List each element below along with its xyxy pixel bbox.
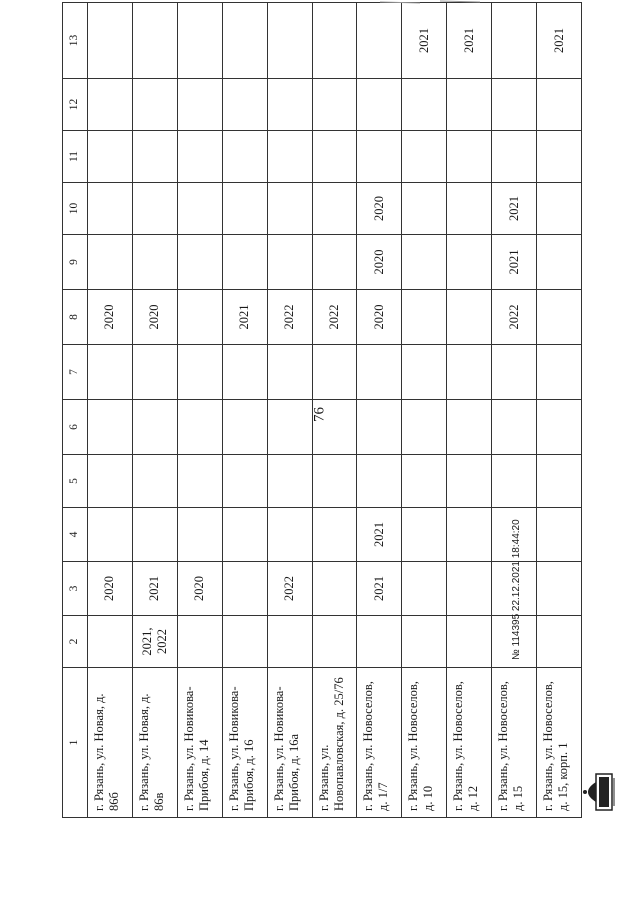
year-cell: [312, 3, 357, 79]
year-cell: [312, 562, 357, 616]
year-cell: [132, 400, 177, 455]
column-header: 1: [63, 668, 88, 818]
year-cell: [492, 400, 537, 455]
year-cell: [222, 616, 267, 668]
table-row: [267, 3, 312, 818]
year-cell: [402, 400, 447, 455]
year-cell: [357, 400, 402, 455]
year-cell: [88, 508, 133, 562]
column-header: 2: [63, 616, 88, 668]
year-cell: 2021: [447, 3, 492, 79]
year-cell: 2021: [357, 562, 402, 616]
year-cell: [447, 183, 492, 235]
table-row: [88, 3, 133, 818]
year-cell: [88, 79, 133, 131]
year-cell: [267, 3, 312, 79]
year-cell: [222, 131, 267, 183]
year-cell: [312, 616, 357, 668]
column-header: 9: [63, 235, 88, 290]
column-header: 13: [63, 3, 88, 79]
column-header: 10: [63, 183, 88, 235]
year-cell: [132, 235, 177, 290]
year-cell: [537, 455, 582, 508]
year-cell: [537, 183, 582, 235]
year-cell: [177, 345, 222, 400]
year-cell: 2021: [537, 3, 582, 79]
year-cell: [447, 290, 492, 345]
year-cell: [132, 183, 177, 235]
year-cell: [357, 616, 402, 668]
year-cell: [132, 508, 177, 562]
table-row: [537, 3, 582, 818]
year-cell: 2021, 2022: [132, 616, 177, 668]
year-cell: 2020: [88, 562, 133, 616]
table-row: [132, 3, 177, 818]
year-cell: [88, 183, 133, 235]
year-cell: [402, 455, 447, 508]
year-cell: [267, 183, 312, 235]
year-cell: [357, 455, 402, 508]
year-cell: [492, 3, 537, 79]
year-cell: [312, 235, 357, 290]
header-row: [63, 3, 88, 818]
year-cell: [267, 508, 312, 562]
year-cell: 2021: [402, 3, 447, 79]
year-cell: [312, 183, 357, 235]
year-cell: [132, 79, 177, 131]
year-cell: [88, 131, 133, 183]
address-cell: г. Рязань, ул. Новоселов, д. 15: [492, 668, 537, 818]
year-cell: [402, 183, 447, 235]
year-cell: 2022: [267, 562, 312, 616]
year-cell: [312, 79, 357, 131]
year-cell: [402, 290, 447, 345]
column-header: 12: [63, 79, 88, 131]
year-cell: 2022: [492, 290, 537, 345]
year-cell: [402, 562, 447, 616]
scan-edge-marks: [0, 0, 640, 10]
year-cell: [447, 345, 492, 400]
column-header: 8: [63, 290, 88, 345]
year-cell: [177, 3, 222, 79]
year-cell: [222, 400, 267, 455]
column-header: 11: [63, 131, 88, 183]
year-cell: [447, 400, 492, 455]
year-cell: [447, 562, 492, 616]
column-header: 6: [63, 400, 88, 455]
year-cell: [88, 235, 133, 290]
year-cell: [492, 345, 537, 400]
year-cell: [537, 290, 582, 345]
year-cell: 2022: [267, 290, 312, 345]
year-cell: [222, 3, 267, 79]
year-cell: [402, 616, 447, 668]
year-cell: [447, 235, 492, 290]
year-cell: 2021: [492, 235, 537, 290]
emblem-stamp-icon: [574, 770, 618, 814]
year-cell: [402, 79, 447, 131]
year-cell: [132, 3, 177, 79]
table-row: [447, 3, 492, 818]
year-cell: [177, 400, 222, 455]
address-cell: г. Рязань, ул. Новопавловская, д. 25/76: [312, 668, 357, 818]
year-cell: [492, 79, 537, 131]
table-row: [312, 3, 357, 818]
year-cell: 2020: [132, 290, 177, 345]
schedule-table-rotated: [62, 28, 582, 818]
address-cell: г. Рязань, ул. Новикова-Прибоя, д. 14: [177, 668, 222, 818]
year-cell: [222, 235, 267, 290]
year-cell: [447, 616, 492, 668]
year-cell: 2020: [357, 183, 402, 235]
rotated-table-container: [62, 28, 582, 818]
year-cell: [267, 455, 312, 508]
year-cell: [222, 562, 267, 616]
year-cell: [312, 508, 357, 562]
address-cell: г. Рязань, ул. Новикова-Прибоя, д. 16а: [267, 668, 312, 818]
year-cell: [312, 455, 357, 508]
year-cell: [357, 131, 402, 183]
column-header: 5: [63, 455, 88, 508]
year-cell: [402, 508, 447, 562]
year-cell: [267, 235, 312, 290]
year-cell: [537, 345, 582, 400]
year-cell: [132, 345, 177, 400]
address-cell: г. Рязань, ул. Новая, д. 86в: [132, 668, 177, 818]
year-cell: [267, 616, 312, 668]
year-cell: 2021: [357, 508, 402, 562]
year-cell: [88, 345, 133, 400]
year-cell: [357, 345, 402, 400]
year-cell: [177, 235, 222, 290]
year-cell: [447, 455, 492, 508]
year-cell: [177, 616, 222, 668]
year-cell: [222, 345, 267, 400]
year-cell: 2020: [357, 235, 402, 290]
year-cell: [312, 131, 357, 183]
address-cell: г. Рязань, ул. Новоселов, д. 12: [447, 668, 492, 818]
column-header: 4: [63, 508, 88, 562]
year-cell: [177, 290, 222, 345]
address-cell: г. Рязань, ул. Новикова-Прибоя, д. 16: [222, 668, 267, 818]
address-cell: г. Рязань, ул. Новоселов, д. 15, корп. 1: [537, 668, 582, 818]
year-cell: [402, 235, 447, 290]
year-cell: [222, 455, 267, 508]
year-cell: [537, 616, 582, 668]
table-row: [177, 3, 222, 818]
year-cell: [267, 345, 312, 400]
year-cell: 2020: [88, 290, 133, 345]
year-cell: [537, 400, 582, 455]
year-cell: [222, 183, 267, 235]
table-row: [222, 3, 267, 818]
year-cell: [177, 508, 222, 562]
year-cell: [447, 131, 492, 183]
year-cell: [312, 345, 357, 400]
year-cell: [267, 79, 312, 131]
column-header: 7: [63, 345, 88, 400]
year-cell: [402, 345, 447, 400]
year-cell: [267, 400, 312, 455]
year-cell: [222, 79, 267, 131]
table-row: [357, 3, 402, 818]
page-number: 76: [311, 407, 328, 422]
year-cell: [492, 131, 537, 183]
year-cell: [267, 131, 312, 183]
address-cell: г. Рязань, ул. Новоселов, д. 10: [402, 668, 447, 818]
year-cell: 2020: [177, 562, 222, 616]
year-cell: [88, 616, 133, 668]
year-cell: [402, 131, 447, 183]
year-cell: [447, 508, 492, 562]
year-cell: [537, 508, 582, 562]
year-cell: [537, 79, 582, 131]
year-cell: [222, 508, 267, 562]
schedule-table: [62, 2, 582, 818]
year-cell: [537, 235, 582, 290]
year-cell: [177, 455, 222, 508]
year-cell: [132, 455, 177, 508]
year-cell: [357, 79, 402, 131]
year-cell: [537, 131, 582, 183]
year-cell: [132, 131, 177, 183]
year-cell: 2022: [312, 290, 357, 345]
year-cell: 2020: [357, 290, 402, 345]
year-cell: [88, 3, 133, 79]
year-cell: 2021: [132, 562, 177, 616]
year-cell: [177, 131, 222, 183]
year-cell: [447, 79, 492, 131]
document-registration-stamp: № 114395 22.12.2021 18:44:20: [511, 519, 522, 660]
year-cell: [537, 562, 582, 616]
year-cell: [177, 79, 222, 131]
address-cell: г. Рязань, ул. Новоселов, д. 1/7: [357, 668, 402, 818]
address-cell: г. Рязань, ул. Новая, д. 86б: [88, 668, 133, 818]
year-cell: [177, 183, 222, 235]
table-row: [402, 3, 447, 818]
table-row: [492, 3, 537, 818]
column-header: 3: [63, 562, 88, 616]
year-cell: [88, 455, 133, 508]
year-cell: 2021: [222, 290, 267, 345]
year-cell: 2021: [492, 183, 537, 235]
year-cell: [88, 400, 133, 455]
year-cell: [312, 400, 357, 455]
year-cell: [357, 3, 402, 79]
